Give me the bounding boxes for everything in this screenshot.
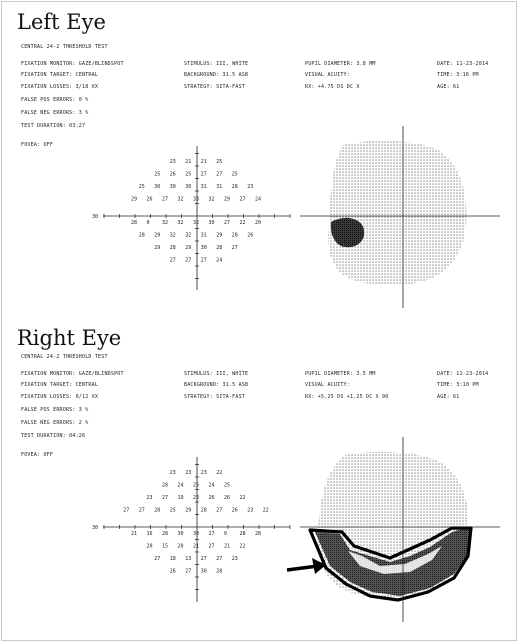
left-info-background: BACKGROUND: 31.5 ASB [184,72,249,78]
threshold-value: 22 [262,507,269,514]
threshold-value: 25 [193,482,200,489]
threshold-value: 27 [216,171,223,178]
left-info-rx: RX: +4.75 DS DC X [305,84,360,90]
left-info-false-pos: FALSE POS ERRORS: 0 % [21,97,89,103]
right-arrow-shaft [287,566,318,570]
threshold-value: 32 [162,220,169,226]
threshold-value: 29 [154,232,161,239]
threshold-value: 30 [208,220,215,226]
threshold-value: 23 [185,470,192,476]
threshold-value: 28 [231,184,238,190]
threshold-value: 21 [193,543,200,550]
threshold-value: 21 [200,159,207,165]
right-info-fixation-monitor: FIXATION MONITOR: GAZE/BLINDSPOT [21,371,124,377]
threshold-value: 27 [231,245,238,251]
right-info-false-neg: FALSE NEG ERRORS: 2 % [21,420,89,426]
left-info-date: DATE: 11-23-2014 [437,61,489,67]
threshold-value: 24 [177,482,184,489]
threshold-value: 32 [185,232,192,239]
left-info-acuity: VISUAL ACUITY: [305,72,350,78]
threshold-value: 13 [185,556,192,562]
threshold-value: 26 [208,495,215,501]
right-test-header: CENTRAL 24-2 THRESHOLD TEST [21,354,108,360]
threshold-value: 30 [200,568,207,575]
threshold-value: 18 [169,556,176,562]
threshold-value: 30 [177,531,184,537]
threshold-value: 31 [200,184,207,190]
left-test-header: CENTRAL 24-2 THRESHOLD TEST [21,44,108,50]
right-axis-label: 30 [92,525,99,531]
threshold-value: 28 [162,482,169,489]
right-info-time: TIME: 3:10 PM [437,382,479,388]
threshold-value: 28 [138,232,145,239]
left-info-time: TIME: 3:16 PM [437,72,479,78]
threshold-value: 23 [146,495,153,501]
threshold-value: 29 [224,196,231,203]
threshold-value: 27 [216,556,223,562]
threshold-value: 27 [154,556,161,562]
left-info-fixation-losses: FIXATION LOSSES: 3/18 XX [21,84,99,90]
right-info-date: DATE: 11-23-2014 [437,371,489,377]
threshold-value: 21 [185,159,192,165]
threshold-value: 23 [247,184,254,190]
threshold-value: 26 [231,507,238,514]
threshold-value: 23 [193,495,200,501]
right-info-duration: TEST DURATION: 04:26 [21,433,86,439]
right-eye-title: Right Eye [17,326,122,350]
threshold-value: 27 [200,257,207,264]
threshold-value: 22 [239,220,246,226]
threshold-value: 29 [185,507,192,514]
threshold-value: 27 [208,543,215,550]
threshold-value: 21 [224,543,231,550]
left-info-fixation-monitor: FIXATION MONITOR: GAZE/BLINDSPOT [21,61,124,67]
threshold-value: 23 [169,159,176,165]
right-info-fixation-losses: FIXATION LOSSES: 0/12 XX [21,394,99,400]
threshold-value: 27 [200,556,207,562]
right-eye-section [0,322,520,644]
threshold-value: 15 [162,543,169,550]
threshold-value: 27 [216,507,223,514]
threshold-value: 20 [255,220,262,226]
threshold-value: 23 [169,470,176,476]
threshold-value: 29 [154,245,161,251]
threshold-value: 27 [200,171,207,178]
threshold-value: 27 [185,257,192,264]
threshold-value: 28 [154,507,161,514]
threshold-value: 31 [216,184,223,190]
threshold-value: 29 [185,245,192,251]
threshold-value: 27 [224,220,231,226]
threshold-value: 28 [169,245,176,251]
threshold-value: 28 [255,531,262,537]
threshold-value: 30 [169,184,176,190]
left-grayscale-field [328,141,466,286]
threshold-value: 22 [216,470,223,476]
left-eye-title: Left Eye [17,10,106,34]
threshold-value: 29 [216,232,223,239]
threshold-value: 27 [162,196,169,203]
threshold-value: 28 [200,507,207,514]
threshold-value: 27 [138,507,145,514]
right-info-background: BACKGROUND: 31.5 ASB [184,382,249,388]
threshold-value: 24 [208,482,215,489]
left-info-stimulus: STIMULUS: III, WHITE [184,61,249,67]
threshold-value: 26 [169,568,176,575]
right-info-acuity: VISUAL ACUITY: [305,382,350,388]
threshold-value: 25 [216,159,223,165]
threshold-value: 30 [193,531,200,537]
threshold-value: 33 [193,196,200,203]
threshold-value: 20 [146,543,153,550]
left-info-fixation-target: FIXATION TARGET: CENTRAL [21,72,99,78]
threshold-value: 27 [169,257,176,264]
left-info-age: AGE: 61 [437,84,460,90]
left-axis-label: 30 [92,214,99,220]
threshold-value: 27 [208,531,215,537]
right-info-stimulus: STIMULUS: III, WHITE [184,371,249,377]
threshold-value: 25 [154,171,161,178]
right-info-strategy: STRATEGY: SITA-FAST [184,394,245,400]
threshold-value: 30 [185,184,192,190]
threshold-value: 24 [255,196,262,203]
threshold-value: 26 [169,171,176,178]
threshold-value: 26 [224,495,231,501]
right-info-rx: RX: +5.25 DS +1.25 DC X 90 [305,394,389,400]
threshold-value: 32 [177,196,184,203]
threshold-value: 19 [177,495,184,501]
threshold-value: 27 [185,568,192,575]
threshold-value: 16 [146,531,153,537]
threshold-value: 27 [123,507,130,514]
threshold-value: 28 [231,232,238,239]
threshold-value: 25 [231,171,238,178]
threshold-value: 32 [169,232,176,239]
threshold-value: 32 [193,220,200,226]
right-info-false-pos: FALSE POS ERRORS: 3 % [21,407,89,413]
left-info-duration: TEST DURATION: 03:27 [21,123,86,129]
threshold-value: 0 [146,220,150,226]
threshold-value: 32 [208,196,215,203]
threshold-value: 26 [247,232,254,239]
threshold-value: 31 [200,232,207,239]
threshold-value: 30 [154,184,161,190]
left-info-strategy: STRATEGY: SITA-FAST [184,84,245,90]
right-threshold-grid [123,470,269,575]
threshold-value: 30 [200,245,207,251]
threshold-value: 23 [200,470,207,476]
threshold-value: 25 [169,507,176,514]
threshold-value: 32 [177,220,184,226]
threshold-value: 0 [224,531,228,537]
threshold-value: 23 [231,556,238,562]
left-info-pupil: PUPIL DIAMETER: 3.8 MM [305,61,376,67]
threshold-value: 22 [239,543,246,550]
threshold-value: 27 [162,495,169,501]
threshold-value: 29 [131,196,138,203]
threshold-value: 20 [177,543,184,550]
threshold-value: 28 [216,245,223,251]
threshold-value: 24 [216,257,223,264]
right-info-fovea: FOVEA: OFF [21,452,54,458]
left-threshold-grid [131,159,261,264]
threshold-value: 23 [247,507,254,514]
right-info-age: AGE: 61 [437,394,460,400]
threshold-value: 25 [224,482,231,489]
threshold-value: 26 [146,196,153,203]
threshold-value: 28 [239,531,246,537]
threshold-value: 21 [131,531,138,537]
threshold-value: 22 [239,495,246,501]
left-info-false-neg: FALSE NEG ERRORS: 3 % [21,110,89,116]
threshold-value: 25 [138,184,145,190]
threshold-value: 28 [216,568,223,575]
right-field-plots [0,322,520,644]
left-info-fovea: FOVEA: OFF [21,142,54,148]
threshold-value: 28 [131,220,138,226]
right-info-fixation-target: FIXATION TARGET: CENTRAL [21,382,99,388]
threshold-value: 28 [162,531,169,537]
threshold-value: 27 [239,196,246,203]
right-info-pupil: PUPIL DIAMETER: 3.5 MM [305,371,376,377]
threshold-value: 25 [185,171,192,178]
